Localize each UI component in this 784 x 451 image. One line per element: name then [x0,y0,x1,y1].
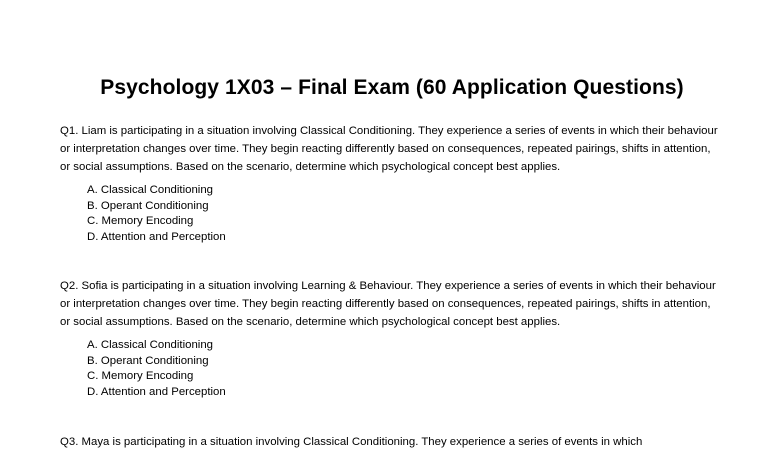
answer-option: C. Memory Encoding [87,215,194,227]
question-block [60,277,722,400]
answer-option: B. Operant Conditioning [87,354,209,367]
question-text: Q2. Sofia is participating in a situation involving Learning & Behaviour. They experience a series of events in which their behaviour or interpretation changes over time. They begin reacting differently based on consequences, repeated pairings, shifts in attention, or social assumptions. Based on the scenario, determine which psychological concept best applies. [60,280,716,328]
question-block [60,122,722,245]
answer-option: B. Operant Conditioning [87,199,209,212]
exam-title: Psychology 1X03 – Final Exam (60 Application Questions) [100,76,684,100]
answer-option: C. Memory Encoding [87,370,194,382]
answer-options [60,338,722,400]
question-text: Q3. Maya is participating in a situation involving Classical Conditioning. They experience a series of events in which [60,436,643,448]
answer-options [60,183,722,245]
answer-option: A. Classical Conditioning [87,339,213,351]
question-text: Q1. Liam is participating in a situation involving Classical Conditioning. They experience a series of events in which their behaviour or interpretation changes over time. They begin reacting differently based on consequences, repeated pairings, shifts in attention, or social assumptions. Based on the scenario, determine which psychological concept best applies. [60,125,718,173]
answer-option: D. Attention and Perception [87,230,226,243]
question-block [60,433,722,451]
answer-option: A. Classical Conditioning [87,184,213,196]
answer-option: D. Attention and Perception [87,385,226,398]
